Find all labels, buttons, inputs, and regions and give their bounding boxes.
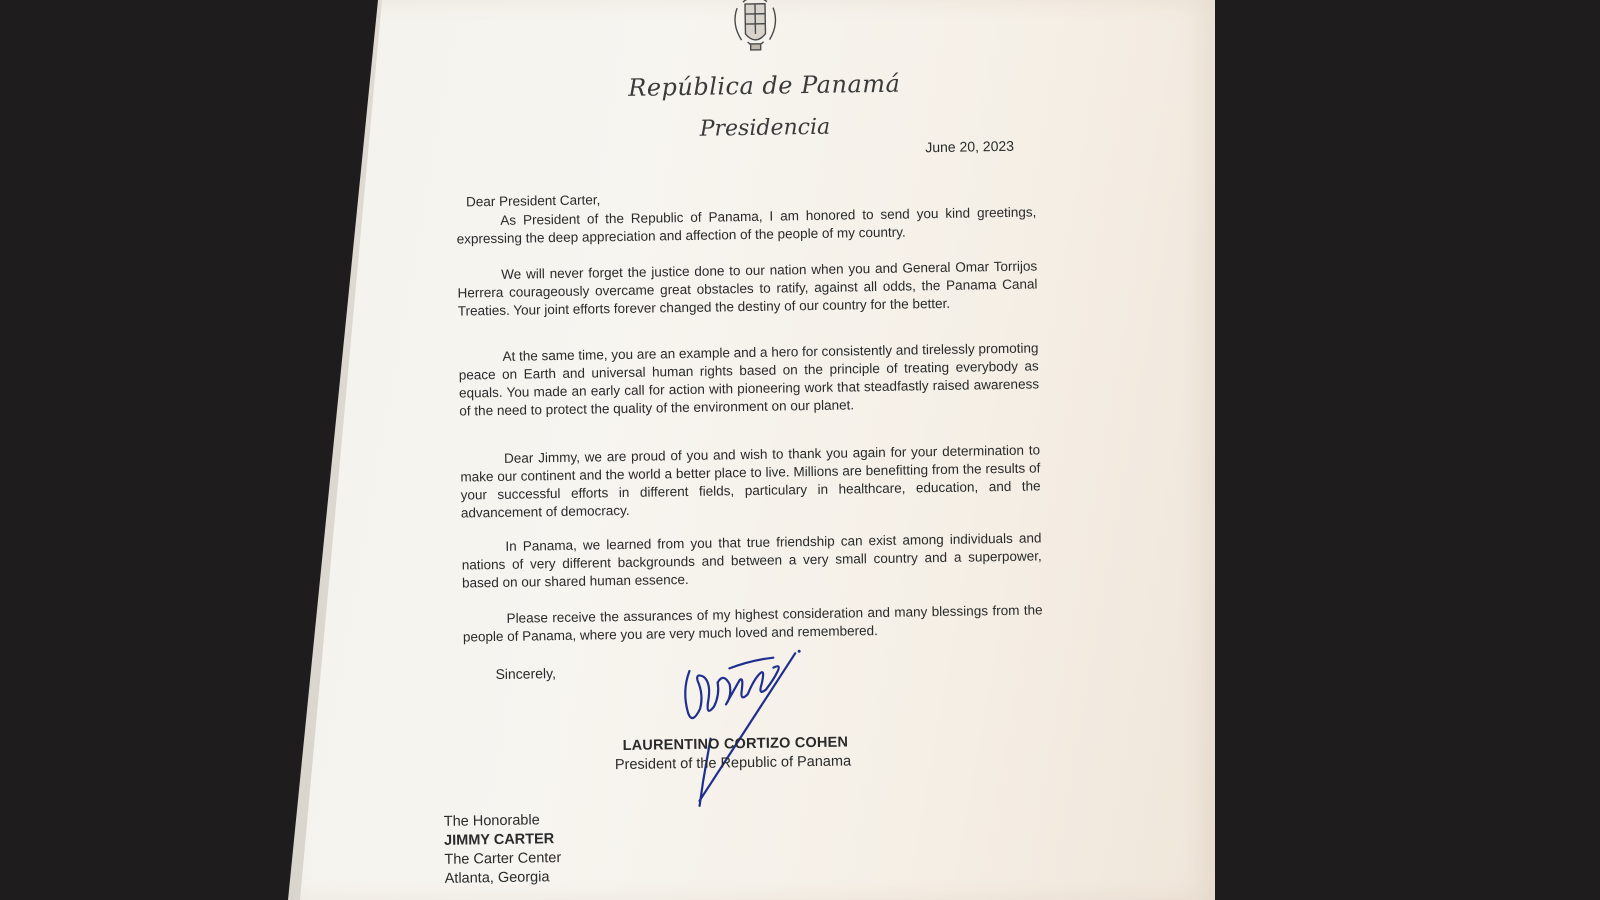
letter-date: June 20, 2023 [925,137,1015,156]
recipient-organization: The Carter Center [444,850,562,868]
letter-content [423,0,1077,900]
recipient-honorific: The Honorable [443,812,540,830]
letterhead-title: República de Panamá [628,69,901,102]
paragraph-6: Please receive the assurances of my highest consideration and many blessings from the people of Panama, where you are very much loved and remembered. [462,602,1043,645]
paragraph-2: We will never forget the justice done to our nation when you and General Omar Torrijos Herrera courageously overcame great obstacles to ratify, against all odds, the Panama Canal Treaties. Your joint efforts forever changed the destiny of our country for the better. [457,258,1038,319]
recipient-location: Atlanta, Georgia [444,869,550,887]
letterhead-subtitle: Presidencia [699,114,831,142]
paragraph-4: Dear Jimmy, we are proud of you and wish to thank you again for your determination to make our continent and the world a better place to live. Millions are benefitting from the results of your successful efforts in different fields, particulary in healthcare, education, and the advancement of democracy. [460,442,1041,521]
closing: Sincerely, [495,665,557,683]
signer-title: President of the Republic of Panama [614,753,852,774]
signer-name: LAURENTINO CORTIZO COHEN [622,734,849,755]
recipient-name: JIMMY CARTER [443,831,555,849]
coat-of-arms-icon [723,0,788,58]
recipient-block [444,811,562,889]
salutation: Dear President Carter, [465,192,601,210]
paragraph-1: As President of the Republic of Panama, I am honored to send you kind greetings, expressing the deep appreciation and affection of the people of my country. [456,204,1037,247]
paragraph-5: In Panama, we learned from you that true friendship can exist among individuals and nations of very different backgrounds and between a very small country and a superpower, based on our shared human essence. [461,530,1042,591]
paragraph-3: At the same time, you are an example and a hero for consistently and tirelessly promoting peace on Earth and universal human rights based on the principle of treating everybody as equals. You made an early call for action with pioneering work that steadfastly raised awareness of the need to protect the quality of the environment on our planet. [458,340,1040,419]
